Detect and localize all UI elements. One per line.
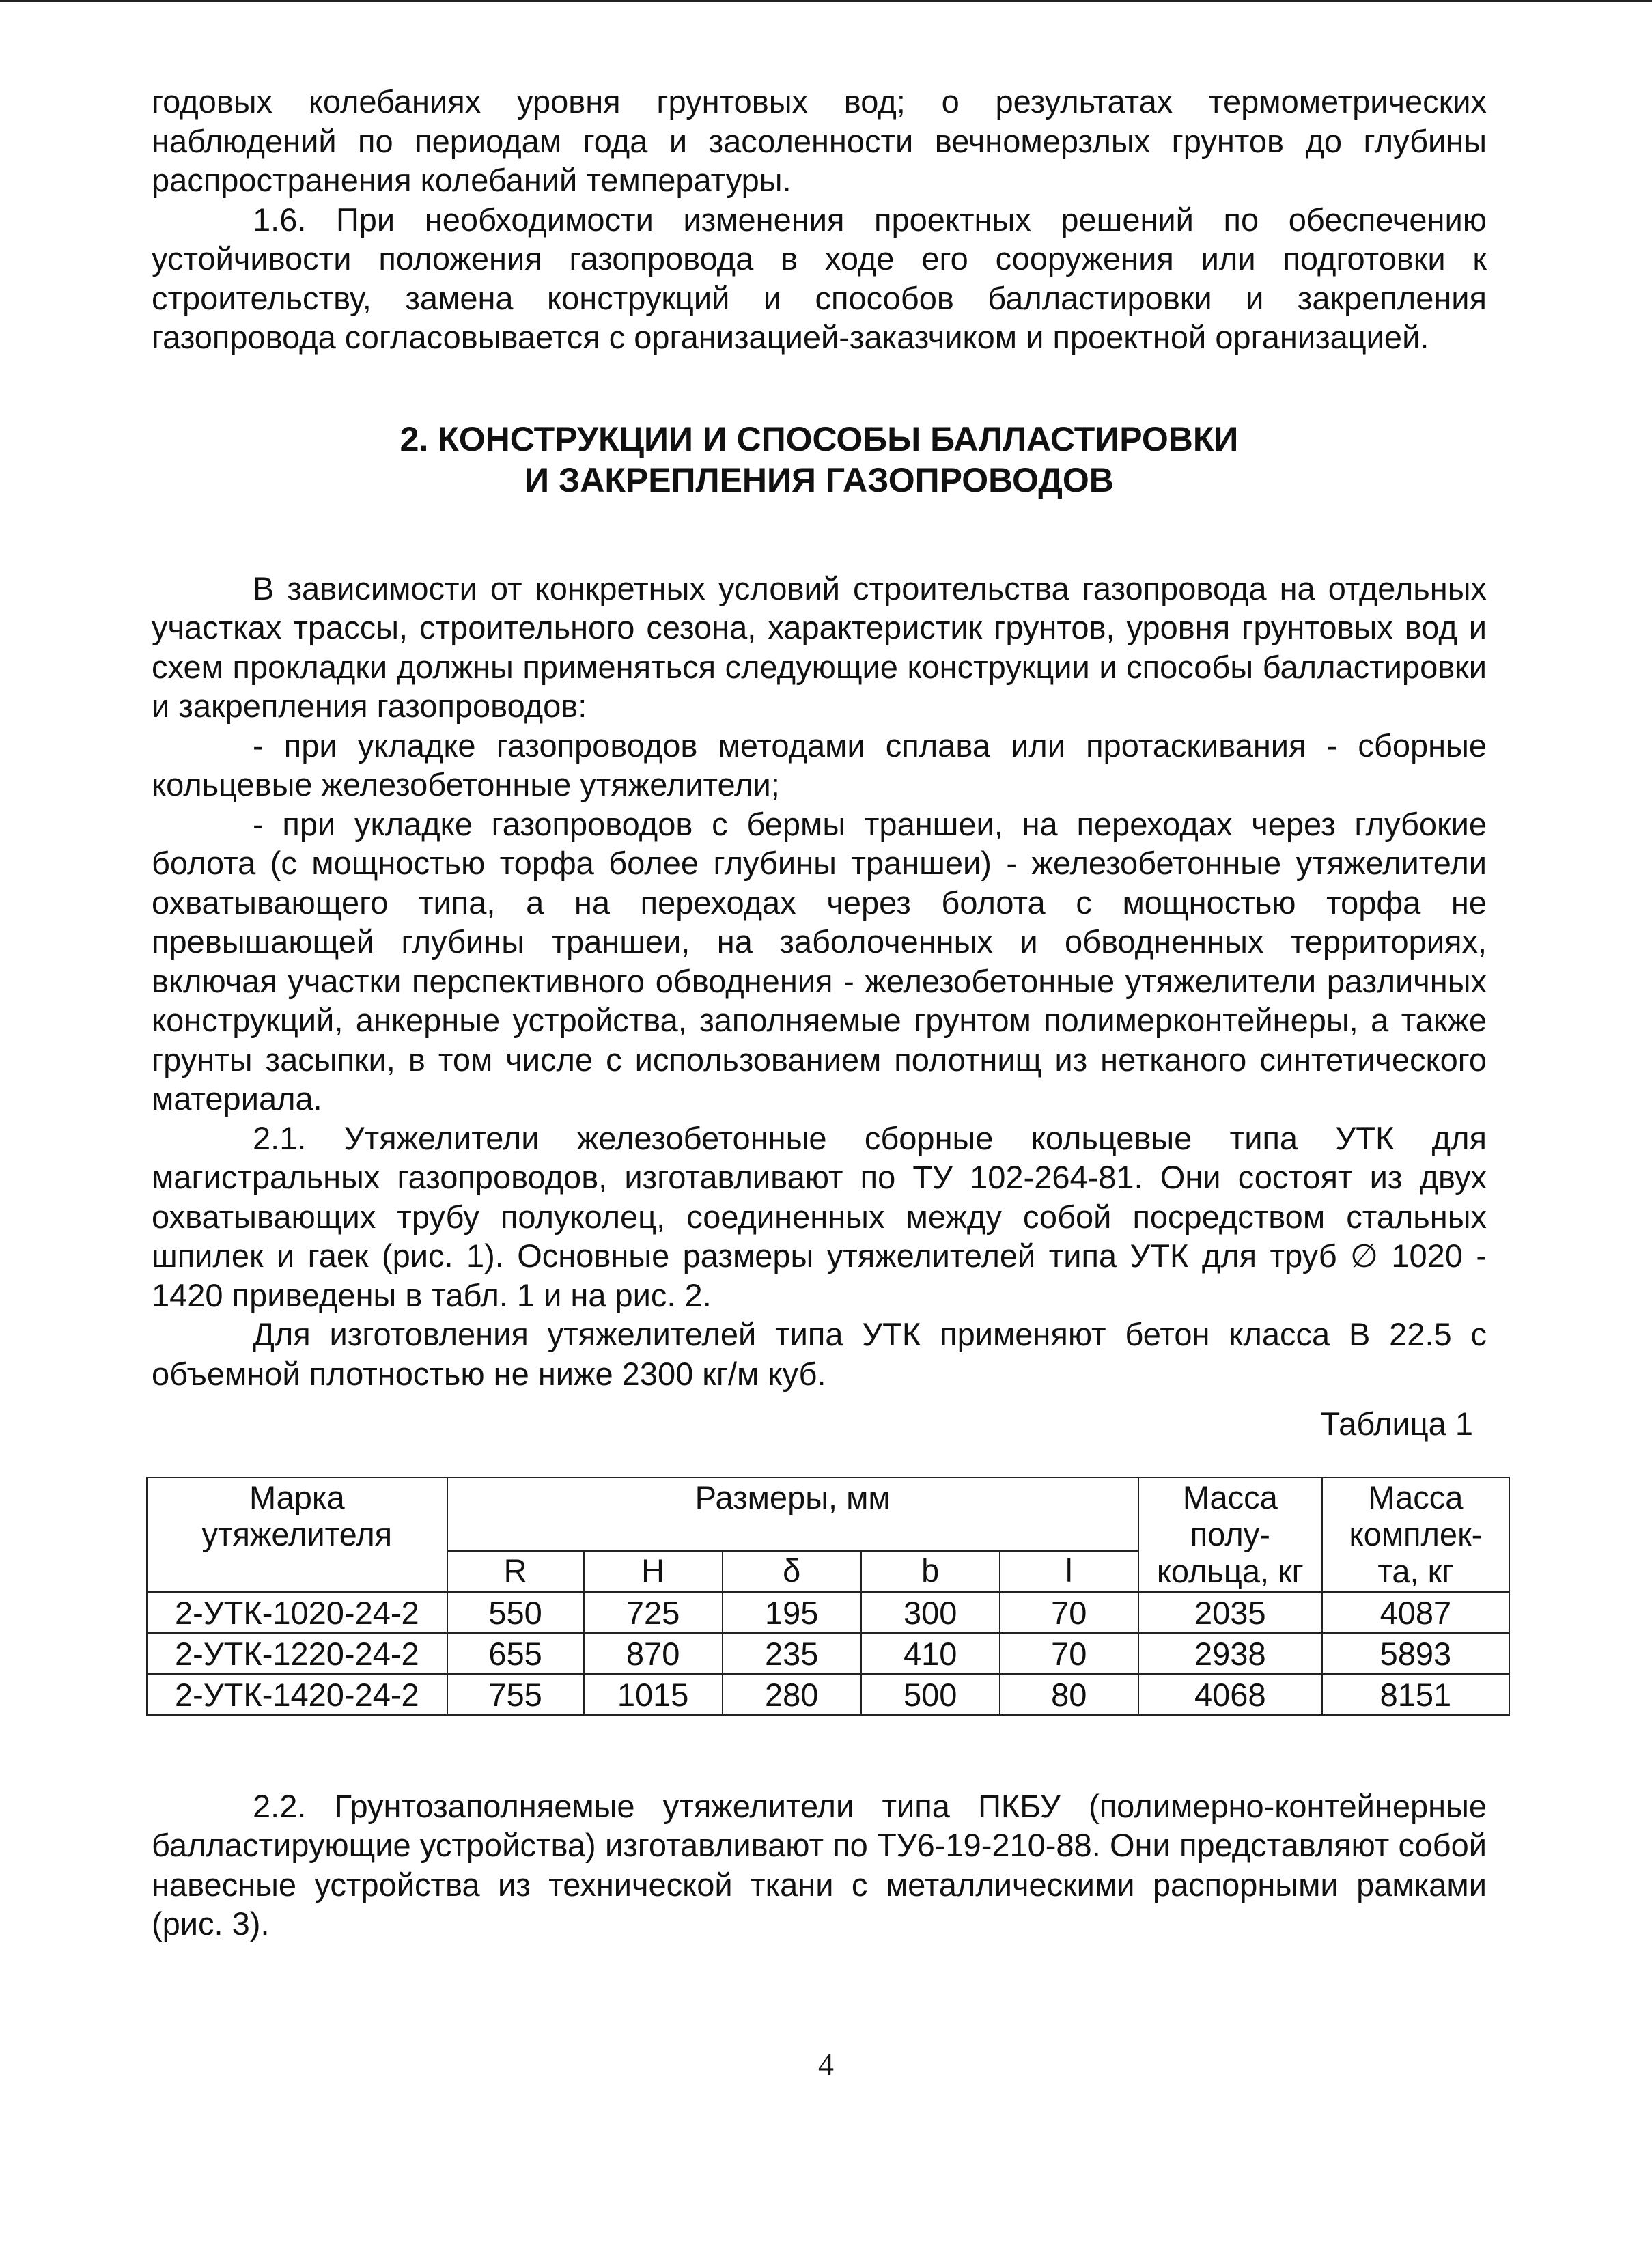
header-mass-set: Масса комплек- та, кг [1322, 1477, 1509, 1592]
cell-H: 1015 [584, 1674, 723, 1715]
cell-mass-half: 4068 [1138, 1674, 1322, 1715]
cell-mark: 2-УТК-1420-24-2 [147, 1674, 447, 1715]
cell-l: 70 [1000, 1592, 1138, 1633]
weights-table [146, 1477, 1510, 1716]
cell-H: 870 [584, 1633, 723, 1674]
cell-mark: 2-УТК-1220-24-2 [147, 1633, 447, 1674]
section-2-title-line1: 2. КОНСТРУКЦИИ И СПОСОБЫ БАЛЛАСТИРОВКИ [400, 419, 1239, 458]
cell-delta: 235 [723, 1633, 861, 1674]
paragraph-2-2: 2.2. Грунтозаполняемые утяжелители типа ПКБУ (полимерно-контейнерные балластирующие устройства) изготавливают по ТУ6-19-210-88. Они представляют собой навесные устройства из технической ткани с металлическими распорными рамками (рис. 3). [152, 1787, 1487, 1942]
table-caption: Таблица 1 [1320, 1406, 1473, 1442]
section-2-intro: В зависимости от конкретных условий строительства газопровода на отдельных участках трассы, строительного сезона, характеристик грунтов, уровня грунтовых вод и схем прокладки должны применяться следующие конструкции и способы балластировки и закрепления газопроводов: [152, 570, 1487, 724]
header-mass-half-ring: Масса полу- кольца, кг [1138, 1477, 1322, 1592]
cell-delta: 280 [723, 1674, 861, 1715]
paragraph-2-1-concrete: Для изготовления утяжелителей типа УТК применяют бетон класса В 22.5 с объемной плотностью не ниже 2300 кг/м куб. [152, 1316, 1487, 1392]
cell-mark: 2-УТК-1020-24-2 [147, 1592, 447, 1633]
cell-delta: 195 [723, 1592, 861, 1633]
cell-b: 410 [861, 1633, 1000, 1674]
cell-l: 80 [1000, 1674, 1138, 1715]
header-l: l [1000, 1551, 1138, 1592]
paragraph-1-6: 1.6. При необходимости изменения проектных решений по обеспечению устойчивости положения газопровода в ходе его сооружения или подготовки к строительству, замена конструкций и способов балластировки и закрепления газопровода согласовывается с организацией-заказчиком и проектной организацией. [152, 201, 1487, 355]
cell-R: 550 [447, 1592, 584, 1633]
cell-b: 300 [861, 1592, 1000, 1633]
top-border-line [0, 0, 1652, 2]
section-2-title-line2: И ЗАКРЕПЛЕНИЯ ГАЗОПРОВОДОВ [524, 460, 1114, 499]
cell-R: 655 [447, 1633, 584, 1674]
section-2-heading [152, 419, 1487, 501]
cell-mass-half: 2035 [1138, 1592, 1322, 1633]
header-mark: Марка утяжелителя [147, 1477, 447, 1592]
cell-mass-set: 4087 [1322, 1592, 1509, 1633]
cell-mass-set: 8151 [1322, 1674, 1509, 1715]
cell-H: 725 [584, 1592, 723, 1633]
header-b: b [861, 1551, 1000, 1592]
table-row [147, 1633, 1509, 1674]
table-header-row [147, 1477, 1509, 1551]
list-item-1: - при укладке газопроводов методами сплава или протаскивания - сборные кольцевые железобетонные утяжелители; [152, 727, 1487, 802]
table-row [147, 1592, 1509, 1633]
list-item-2: - при укладке газопроводов с бермы траншеи, на переходах через глубокие болота (с мощностью торфа более глубины траншеи) - железобетонные утяжелители охватывающего типа, а на переходах через болота с мощностью торфа не превышающей глубины траншеи, на заболоченных и обводненных территориях, включая участки перспективного обводнения - железобетонные утяжелители различных конструкций, анкерные устройства, заполняемые грунтом полимерконтейнеры, а также грунты засыпки, в том числе с использованием полотнищ из нетканого синтетического материала. [152, 805, 1487, 1117]
page-number: 4 [818, 2047, 834, 2082]
header-delta: δ [723, 1551, 861, 1592]
cell-mass-set: 5893 [1322, 1633, 1509, 1674]
header-H: H [584, 1551, 723, 1592]
cell-l: 70 [1000, 1633, 1138, 1674]
table-row [147, 1674, 1509, 1715]
document-page [152, 82, 1487, 1944]
header-dimensions: Размеры, мм [447, 1477, 1138, 1551]
cell-b: 500 [861, 1674, 1000, 1715]
paragraph-2-1: 2.1. Утяжелители железобетонные сборные кольцевые типа УТК для магистральных газопроводов, изготавливают по ТУ 102-264-81. Они состоят из двух охватывающих трубу полуколец, соединенных между собой посредством стальных шпилек и гаек (рис. 1). Основные размеры утяжелителей типа УТК для труб ∅ 1020 - 1420 приведены в табл. 1 и на рис. 2. [152, 1119, 1487, 1313]
paragraph-continuation: годовых колебаниях уровня грунтовых вод; о результатах термометрических наблюдений по периодам года и засоленности вечномерзлых грунтов до глубины распространения колебаний температуры. [152, 83, 1487, 198]
cell-mass-half: 2938 [1138, 1633, 1322, 1674]
header-R: R [447, 1551, 584, 1592]
cell-R: 755 [447, 1674, 584, 1715]
